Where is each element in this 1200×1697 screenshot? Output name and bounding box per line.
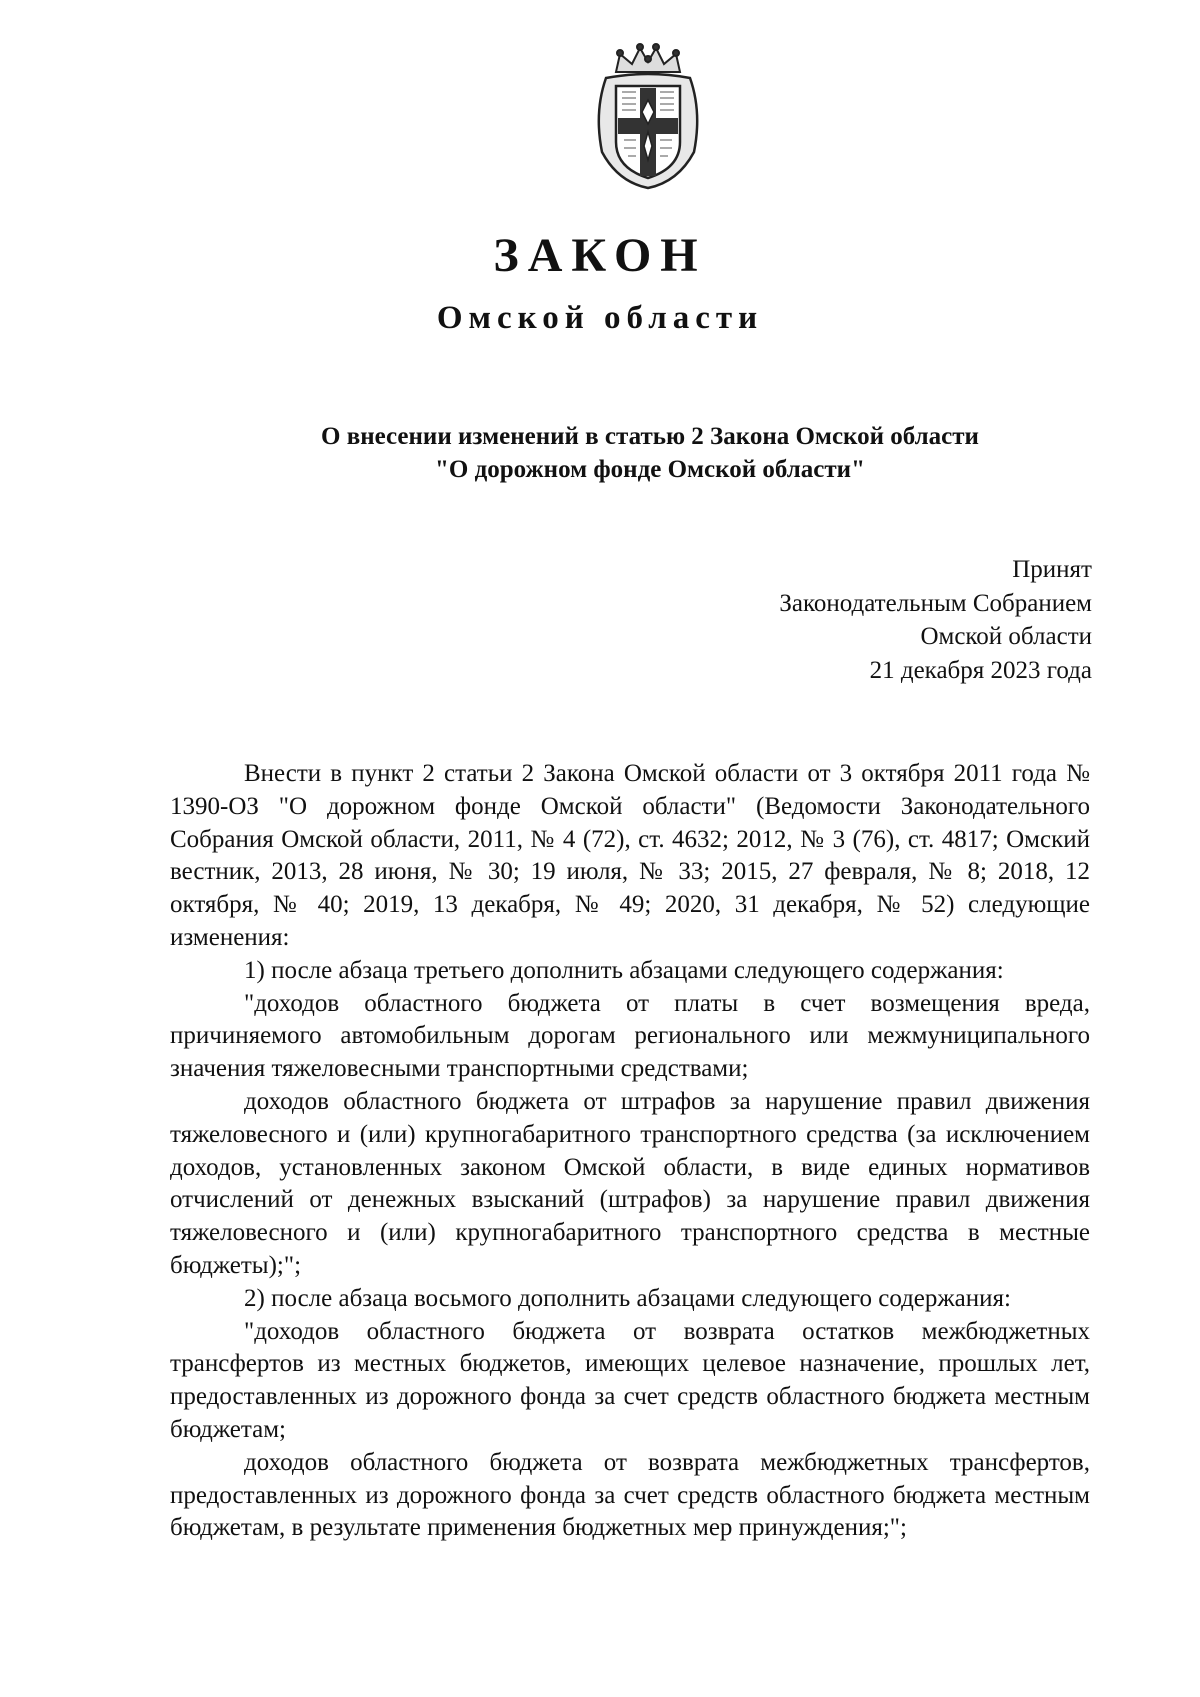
adoption-line: Омской области (920, 623, 1092, 650)
body-paragraph: "доходов областного бюджета от возврата остатков межбюджетных трансфертов из местных бюджетов, имеющих целевое назначение, прошлых лет, предоставленных из дорожного фонда за счет средств областного бюджета местным бюджетам; (170, 1317, 1090, 1443)
law-subject-line: О внесении изменений в статью 2 Закона Омской области (321, 423, 979, 450)
adoption-date: 21 декабря 2023 года (869, 656, 1092, 684)
adoption-line: Законодательным Собранием (779, 589, 1092, 617)
law-subject (0, 420, 1200, 486)
document-title: ЗАКОН (493, 229, 707, 282)
law-subject-line: "О дорожном фонде Омской области" (435, 456, 865, 483)
document-subtitle: Омской области (436, 300, 764, 336)
body-paragraph: Внести в пункт 2 статьи 2 Закона Омской области от 3 октября 2011 года № 1390-ОЗ "О дорожном фонде Омской области" (Ведомости Законодательного Собрания Омской области, 2011, № 4 (72), ст. 4632; 2012, № 3 (76), ст. 4817; Омский вестник, 2013, 28 июня, № 30; 19 июля, № 33; 2015, 27 февраля, № 8; 2018, 12 октября, № 40; 2019, 13 декабря, № 49; 2020, 31 декабря, № 52) следующие изменения: (170, 760, 1090, 951)
adoption-block (779, 553, 1092, 687)
body-paragraph: доходов областного бюджета от возврата межбюджетных трансфертов, предоставленных из дорожного фонда за счет средств областного бюджета местным бюджетам, в результате применения бюджетных мер принуждения;"; (170, 1448, 1090, 1542)
body-paragraph: 2) после абзаца восьмого дополнить абзацами следующего содержания: (244, 1284, 1011, 1312)
body-paragraph: 1) после абзаца третьего дополнить абзацами следующего содержания: (244, 956, 1004, 984)
body-paragraph: доходов областного бюджета от штрафов за нарушение правил движения тяжеловесного и (или) крупногабаритного транспортного средства (за исключением доходов, установленных законом Омской области, в виде единых нормативов отчислений от денежных взысканий (штрафов) за нарушение правил движения тяжеловесного и (или) крупногабаритного транспортного средства в местные бюджеты);"; (170, 1087, 1090, 1279)
law-body (170, 758, 1090, 1545)
coat-of-arms-icon (588, 42, 708, 190)
body-paragraph: "доходов областного бюджета от платы в счет возмещения вреда, причиняемого автомобильным дорогам регионального или межмуниципального значения тяжеловесными транспортными средствами; (170, 989, 1090, 1083)
adoption-line: Принят (1012, 556, 1092, 583)
